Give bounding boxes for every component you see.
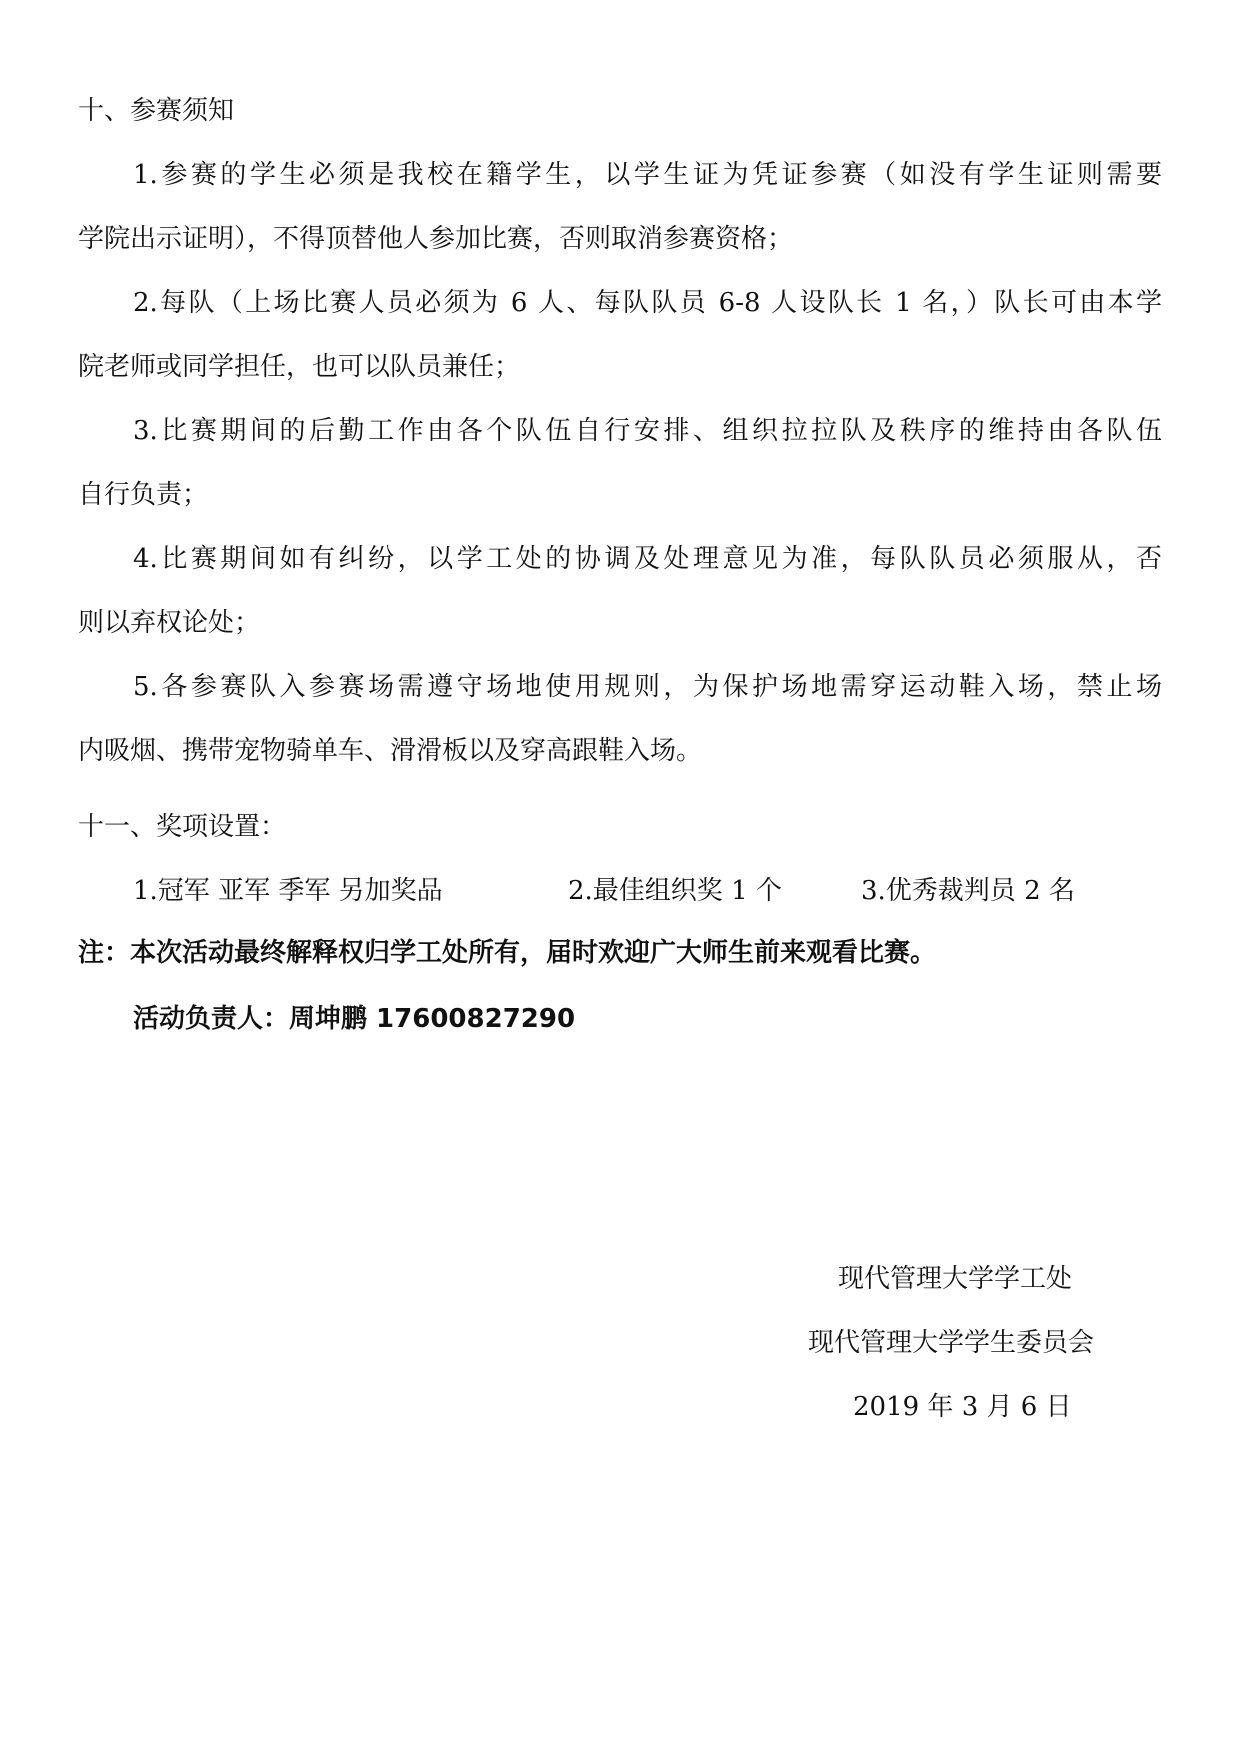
awards-row [133, 874, 1133, 908]
section-11-heading: 十一、奖项设置： [78, 812, 287, 842]
rule-3-line-2: 自行负责； [78, 480, 209, 510]
award-item-champions: 1.冠军 亚军 季军 另加奖品 [133, 876, 443, 906]
award-item-best-organization: 2.最佳组织奖 1 个 [568, 876, 782, 906]
award-item-referees: 3.优秀裁判员 2 名 [861, 876, 1075, 906]
rule-1-line-1: 1.参赛的学生必须是我校在籍学生，以学生证为凭证参赛（如没有学生证则需要 [133, 160, 1162, 190]
rule-2-line-2: 院老师或同学担任，也可以队员兼任； [78, 352, 521, 382]
signature-date: 2019 年 3 月 6 日 [853, 1392, 1072, 1422]
rule-4-line-1: 4.比赛期间如有纠纷，以学工处的协调及处理意见为准，每队队员必须服从，否 [133, 544, 1162, 574]
rule-5-line-1: 5.各参赛队入参赛场需遵守场地使用规则，为保护场地需穿运动鞋入场，禁止场 [133, 672, 1162, 702]
section-10-heading: 十、参赛须知 [78, 96, 235, 126]
rule-2-line-1: 2.每队（上场比赛人员必须为 6 人、每队队员 6-8 人设队长 1 名，）队长可由本学 [133, 288, 1162, 318]
rule-5-line-2: 内吸烟、携带宠物骑单车、滑滑板以及穿高跟鞋入场。 [78, 736, 703, 766]
signature-org-2: 现代管理大学学生委员会 [808, 1328, 1095, 1358]
note-text: 注：本次活动最终解释权归学工处所有，届时欢迎广大师生前来观看比赛。 [78, 938, 937, 968]
rule-1-line-2: 学院出示证明），不得顶替他人参加比赛，否则取消参赛资格； [78, 224, 794, 254]
contact-person: 活动负责人：周坤鹏 17600827290 [133, 1004, 576, 1034]
signature-org-1: 现代管理大学学工处 [838, 1264, 1073, 1294]
rule-3-line-1: 3.比赛期间的后勤工作由各个队伍自行安排、组织拉拉队及秩序的维持由各队伍 [133, 416, 1162, 446]
rule-4-line-2: 则以弃权论处； [78, 608, 261, 638]
